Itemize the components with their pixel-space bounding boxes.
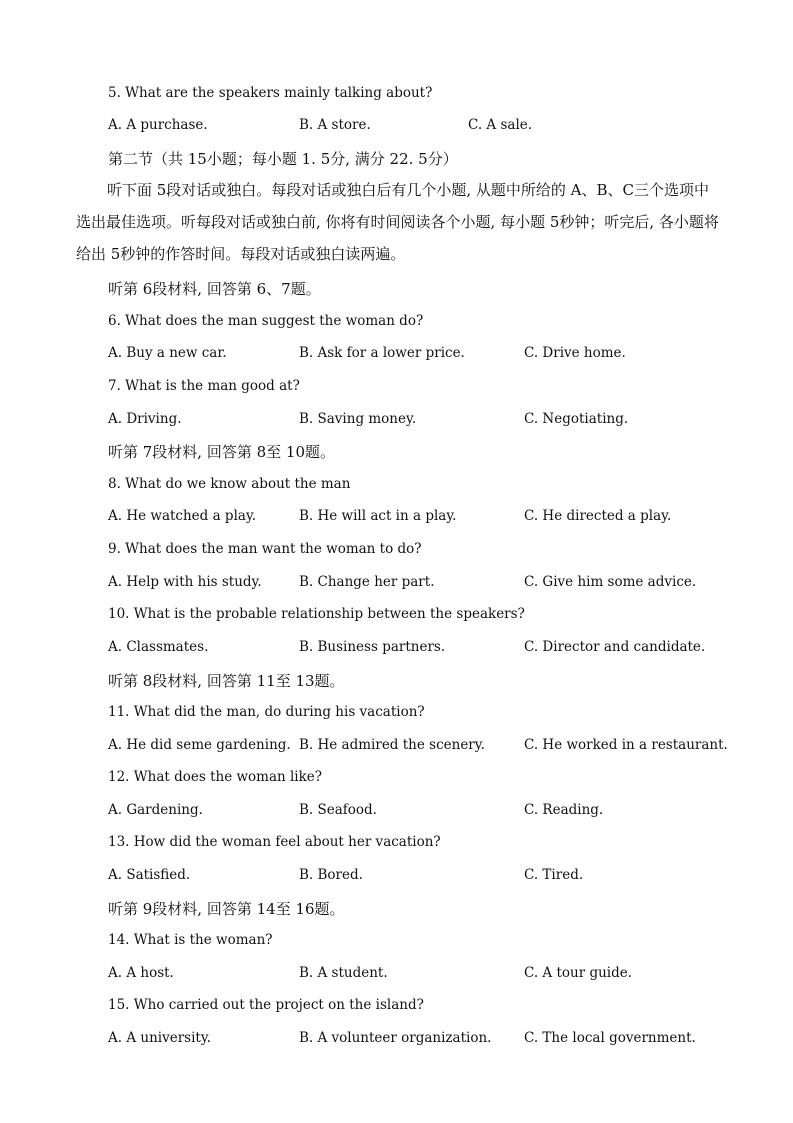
q7-option-a: A. Driving. xyxy=(108,411,182,427)
q8-option-a: A. He watched a play. xyxy=(108,508,257,524)
q8-option-b: B. He will act in a play. xyxy=(299,508,457,524)
q6-option-a: A. Buy a new car. xyxy=(108,345,227,361)
q9-option-a: A. Help with his study. xyxy=(108,574,262,590)
section-2-instruction: 听下面 5段对话或独白。每段对话或独白后有几个小题, 从题中所给的 A、B、C三个选项中选出最佳选项。听每段对话或独白前, 你将有时间阅读各个小题, 每小题 5秒钟；听完后, 各小题将给出 5秒钟的作答时间。每段对话或独白读两遍。 xyxy=(76,181,719,263)
material-9-heading: 听第 9段材料, 回答第 14至 16题。 xyxy=(108,900,345,918)
q8-option-c: C. He directed a play. xyxy=(524,508,672,524)
q13-option-a: A. Satisfied. xyxy=(108,867,191,883)
question-6: 6. What does the man suggest the woman do? xyxy=(108,313,424,329)
q13-option-c: C. Tired. xyxy=(524,867,584,883)
q12-option-c: C. Reading. xyxy=(524,802,604,818)
q9-option-b: B. Change her part. xyxy=(299,574,435,590)
q9-option-c: C. Give him some advice. xyxy=(524,574,697,590)
material-6-heading: 听第 6段材料, 回答第 6、7题。 xyxy=(108,280,321,298)
q5-option-a: A. A purchase. xyxy=(108,117,208,133)
q15-option-c: C. The local government. xyxy=(524,1030,696,1046)
q15-option-a: A. A university. xyxy=(108,1030,211,1046)
question-11: 11. What did the man, do during his vacation? xyxy=(108,704,425,720)
question-12: 12. What does the woman like? xyxy=(108,769,323,785)
question-15: 15. Who carried out the project on the island? xyxy=(108,997,424,1013)
q11-option-b: B. He admired the scenery. xyxy=(299,737,485,753)
question-10: 10. What is the probable relationship between the speakers? xyxy=(108,606,525,622)
q10-option-b: B. Business partners. xyxy=(299,639,446,655)
q12-option-a: A. Gardening. xyxy=(108,802,203,818)
q11-option-a: A. He did seme gardening. xyxy=(108,737,291,753)
question-14: 14. What is the woman? xyxy=(108,932,273,948)
question-5: 5. What are the speakers mainly talking about? xyxy=(108,85,433,101)
q10-option-c: C. Director and candidate. xyxy=(524,639,706,655)
section-2-heading: 第二节（共 15小题；每小题 1. 5分, 满分 22. 5分） xyxy=(108,150,458,168)
q14-option-b: B. A student. xyxy=(299,965,388,981)
q14-option-a: A. A host. xyxy=(108,965,174,981)
question-8: 8. What do we know about the man xyxy=(108,476,351,492)
q6-option-c: C. Drive home. xyxy=(524,345,626,361)
q7-option-c: C. Negotiating. xyxy=(524,411,629,427)
q14-option-c: C. A tour guide. xyxy=(524,965,633,981)
q5-option-c: C. A sale. xyxy=(468,117,533,133)
q10-option-a: A. Classmates. xyxy=(108,639,209,655)
q11-option-c: C. He worked in a restaurant. xyxy=(524,737,728,753)
q12-option-b: B. Seafood. xyxy=(299,802,377,818)
material-7-heading: 听第 7段材料, 回答第 8至 10题。 xyxy=(108,443,336,461)
material-8-heading: 听第 8段材料, 回答第 11至 13题。 xyxy=(108,672,345,690)
q5-option-b: B. A store. xyxy=(299,117,371,133)
question-13: 13. How did the woman feel about her vacation? xyxy=(108,834,441,850)
q6-option-b: B. Ask for a lower price. xyxy=(299,345,465,361)
q15-option-b: B. A volunteer organization. xyxy=(299,1030,492,1046)
q13-option-b: B. Bored. xyxy=(299,867,363,883)
question-9: 9. What does the man want the woman to do? xyxy=(108,541,422,557)
q7-option-b: B. Saving money. xyxy=(299,411,417,427)
question-7: 7. What is the man good at? xyxy=(108,378,300,394)
